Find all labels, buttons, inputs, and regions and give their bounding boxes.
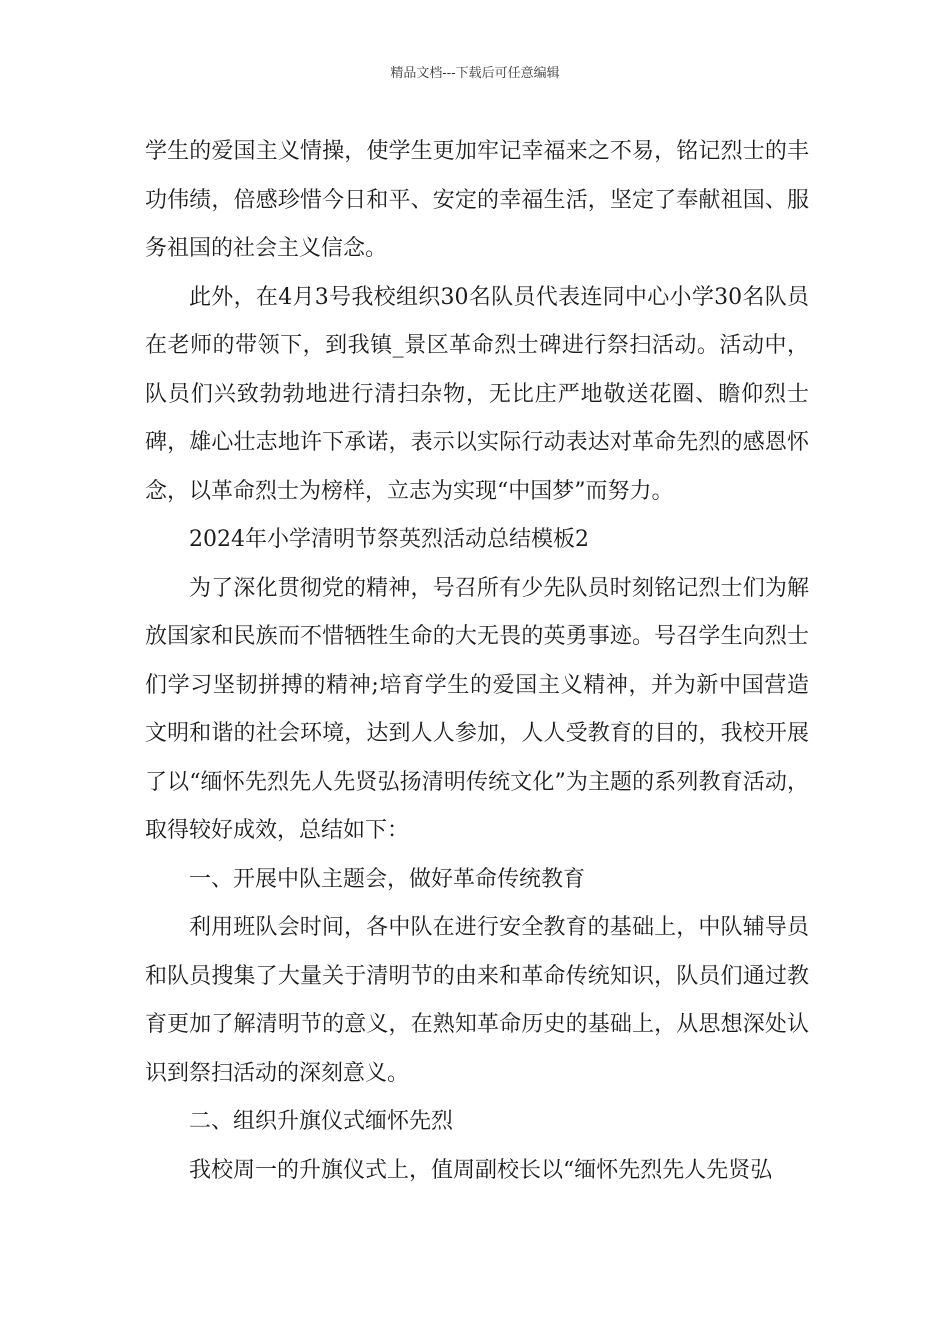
page-header: 精品文档---下载后可任意编辑 [390, 66, 560, 81]
section-heading-1: 一、开展中队主题会，做好革命传统教育 [189, 866, 586, 892]
document-subtitle: 2024年小学清明节祭英烈活动总结模板2 [189, 527, 589, 552]
paragraph-intro: 为了深化贯彻党的精神，号召所有少先队员时刻铭记烈士们为解放国家和民族而不惜牺牲生命的大无畏的英勇事迹。号召学生向烈士们学习坚韧拼搏的精神;培育学生的爱国主义精神，并为新中国营造文明和谐的社会环境，达到人人参加，人人受教育的目的，我校开展了以“缅怀先烈先人先贤弘扬清明传统文化”为主题的系列教育活动，取得较好成效，总结如下： [145, 575, 809, 843]
paragraph-memorial-visit: 此外，在4月3号我校组织30名队员代表连同中心小学30名队员在老师的带领下，到我镇_景区革命烈士碑进行祭扫活动。活动中，队员们兴致勃勃地进行清扫杂物，无比庄严地敬送花圈、瞻仰烈士碑，雄心壮志地许下承诺，表示以实际行动表达对革命先烈的感恩怀念，以革命烈士为榜样，立志为实现“中国梦”而努力。 [145, 284, 809, 504]
section-heading-2: 二、组织升旗仪式缅怀先烈 [189, 1109, 454, 1134]
paragraph-continuation: 学生的爱国主义情操，使学生更加牢记幸福来之不易，铭记烈士的丰功伟绩，倍感珍惜今日和平、安定的幸福生活，坚定了奉献祖国、服务祖国的社会主义信念。 [145, 139, 809, 261]
paragraph-class-meeting: 利用班队会时间，各中队在进行安全教育的基础上，中队辅导员和队员搜集了大量关于清明节的由来和革命传统知识，队员们通过教育更加了解清明节的意义，在熟知革命历史的基础上，从思想深处认识到祭扫活动的深刻意义。 [145, 915, 809, 1086]
document-body [145, 128, 809, 1195]
paragraph-flag-ceremony: 我校周一的升旗仪式上，值周副校长以“缅怀先烈先人先贤弘 [189, 1157, 773, 1183]
